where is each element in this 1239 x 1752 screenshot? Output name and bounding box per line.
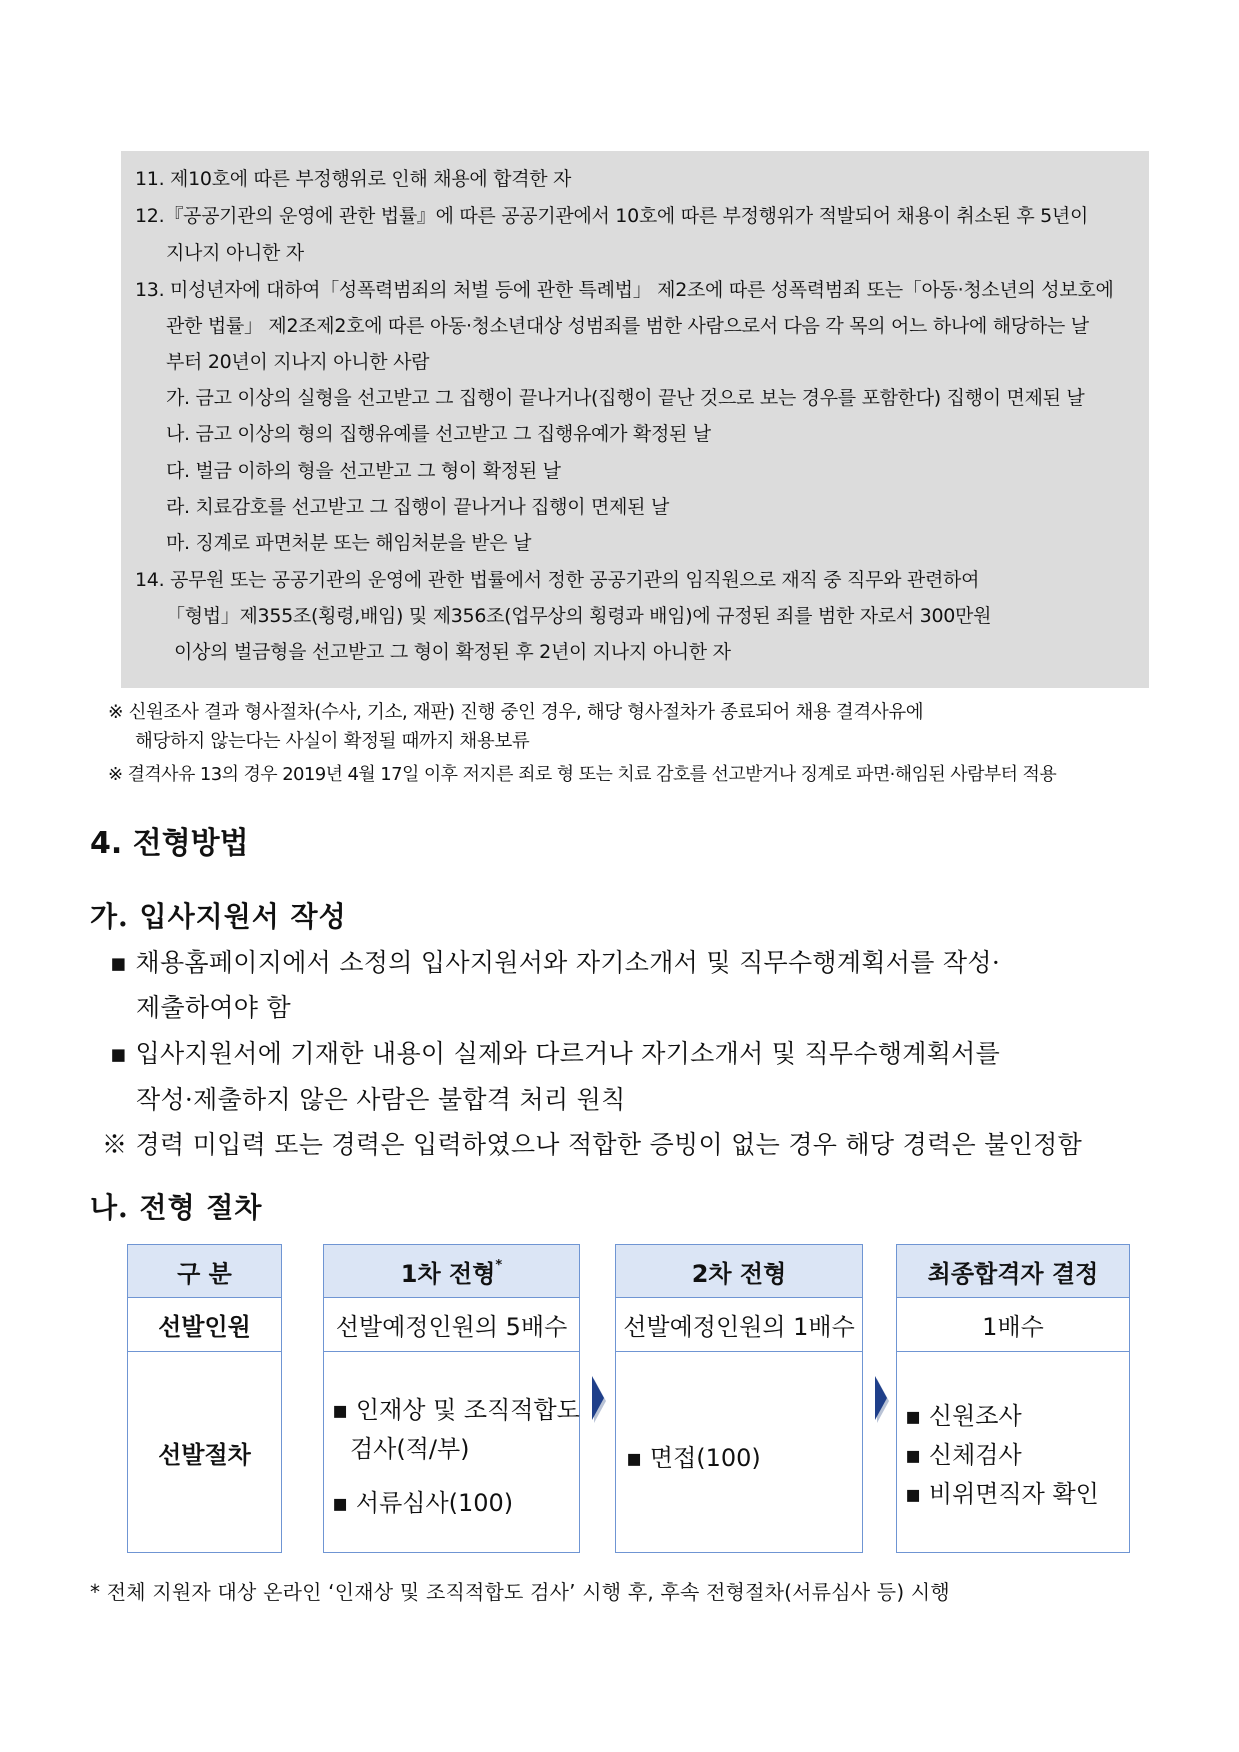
a-item-2-cont: 작성·제출하지 않은 사람은 불합격 처리 원칙 — [136, 1085, 626, 1114]
item-13-ga: 가. 금고 이상의 실형을 선고받고 그 집행이 끝나거나(집행이 끝난 것으로 보는 경우를 포함한다) 집행이 면제된 날 — [166, 387, 1085, 409]
stage1-header — [324, 1245, 579, 1298]
item-11: 11. 제10호에 따른 부정행위로 인해 채용에 합격한 자 — [135, 168, 572, 190]
note-1: ※ 신원조사 결과 형사절차(수사, 기소, 재판) 진행 중인 경우, 해당 형사절차가 종료되어 채용 결격사유에 — [108, 702, 924, 723]
stage1-header-mark: * — [495, 1257, 503, 1273]
item-12-cont: 지나지 아니한 자 — [166, 242, 304, 264]
arrow-right-icon — [592, 1376, 604, 1420]
final-headcount: 1배수 — [897, 1298, 1129, 1352]
procedure-col-category — [127, 1244, 282, 1553]
stage1-item-2: ▪ 서류심사(100) — [332, 1489, 514, 1517]
arrow-right-icon-2 — [875, 1376, 887, 1420]
procedure-col-final — [896, 1244, 1130, 1553]
procedure-col-stage2 — [615, 1244, 863, 1553]
stage2-headcount: 선발예정인원의 1배수 — [616, 1298, 862, 1352]
item-12: 12.『공공기관의 운영에 관한 법률』에 따른 공공기관에서 10호에 따른 부정행위가 적발되어 채용이 취소된 후 5년이 — [135, 205, 1089, 227]
item-13: 13. 미성년자에 대하여「성폭력범죄의 처벌 등에 관한 특례법」 제2조에 따른 성폭력범죄 또는「아동·청소년의 성보호에 — [135, 279, 1114, 301]
a-item-1: ▪ 채용홈페이지에서 소정의 입사지원서와 자기소개서 및 직무수행계획서를 작성· — [110, 948, 1001, 977]
procedure-col-stage1 — [323, 1244, 580, 1553]
item-14: 14. 공무원 또는 공공기관의 운영에 관한 법률에서 정한 공공기관의 임직원으로 재직 중 직무와 관련하여 — [135, 569, 980, 591]
stage2-header: 2차 전형 — [616, 1245, 862, 1298]
category-procedure: 선발절차 — [158, 1440, 251, 1469]
section-title: 4. 전형방법 — [90, 826, 249, 861]
subsection-a-title: 가. 입사지원서 작성 — [90, 900, 347, 933]
a-item-1-cont: 제출하여야 함 — [136, 993, 291, 1022]
stage1-headcount: 선발예정인원의 5배수 — [324, 1298, 579, 1352]
final-item-3: ▪ 비위면직자 확인 — [905, 1480, 1099, 1508]
final-item-1: ▪ 신원조사 — [905, 1402, 1022, 1430]
item-13-da: 다. 벌금 이하의 형을 선고받고 그 형이 확정된 날 — [166, 460, 561, 482]
stage1-header-label: 1차 전형 — [400, 1259, 496, 1288]
item-13-cont1: 관한 법률」 제2조제2호에 따른 아동·청소년대상 성범죄를 범한 사람으로서 다음 각 목의 어느 하나에 해당하는 날 — [166, 315, 1089, 337]
item-13-ra: 라. 치료감호를 선고받고 그 집행이 끝나거나 집행이 면제된 날 — [166, 496, 670, 518]
item-13-na: 나. 금고 이상의 형의 집행유예를 선고받고 그 집행유예가 확정된 날 — [166, 423, 711, 445]
stage1-item-1-cont: 검사(적/부) — [350, 1435, 470, 1463]
item-14-cont1: 「형법」제355조(횡령,배임) 및 제356조(업무상의 횡령과 배임)에 규정된 죄를 범한 자로서 300만원 — [166, 605, 992, 627]
item-14-cont2: 이상의 벌금형을 선고받고 그 형이 확정된 후 2년이 지나지 아니한 자 — [174, 641, 731, 663]
final-header: 최종합격자 결정 — [897, 1245, 1129, 1298]
subsection-b-title: 나. 전형 절차 — [90, 1191, 263, 1224]
footnote: * 전체 지원자 대상 온라인 ‘인재상 및 조직적합도 검사’ 시행 후, 후속 전형절차(서류심사 등) 시행 — [90, 1580, 950, 1604]
stage2-item-1: ▪ 면접(100) — [626, 1444, 761, 1472]
stage1-item-1: ▪ 인재상 및 조직적합도 — [332, 1396, 580, 1424]
category-headcount: 선발인원 — [128, 1298, 281, 1352]
item-13-ma: 마. 징계로 파면처분 또는 해임처분을 받은 날 — [166, 532, 532, 554]
note-1-cont: 해당하지 않는다는 사실이 확정될 때까지 채용보류 — [135, 731, 530, 752]
a-item-2: ▪ 입사지원서에 기재한 내용이 실제와 다르거나 자기소개서 및 직무수행계획서를 — [110, 1039, 1001, 1068]
final-item-2: ▪ 신체검사 — [905, 1441, 1022, 1469]
category-header: 구 분 — [128, 1245, 281, 1298]
note-2: ※ 결격사유 13의 경우 2019년 4월 17일 이후 저지른 죄로 형 또는 치료 감호를 선고받거나 징계로 파면·해임된 사람부터 적용 — [108, 764, 1057, 785]
item-13-cont2: 부터 20년이 지나지 아니한 사람 — [166, 351, 430, 373]
a-note: ※ 경력 미입력 또는 경력은 입력하였으나 적합한 증빙이 없는 경우 해당 경력은 불인정함 — [102, 1130, 1083, 1159]
